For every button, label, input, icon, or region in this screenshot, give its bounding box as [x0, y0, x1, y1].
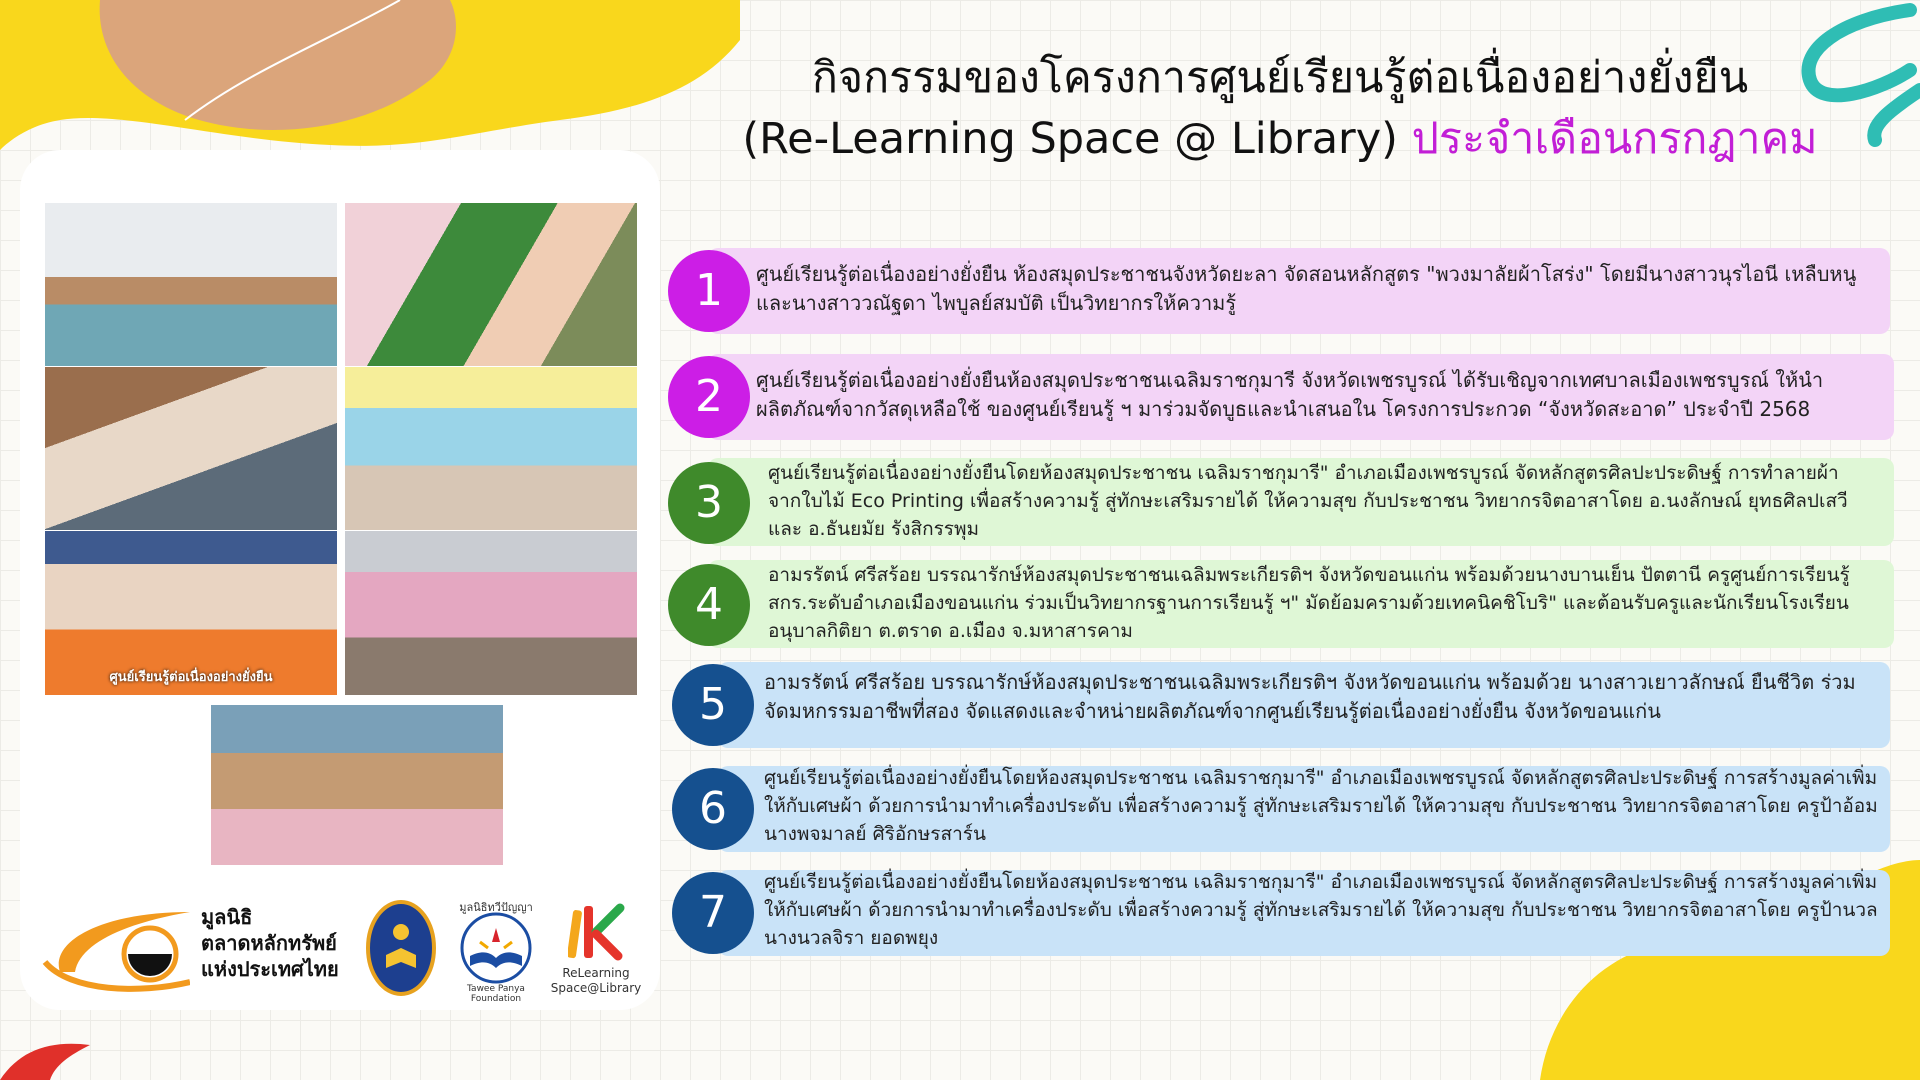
activity-description: ศูนย์เรียนรู้ต่อเนื่องอย่างยั่งยืนโดยห้องสมุดประชาชน เฉลิมราชกุมารี" อำเภอเมืองเพชรบูรณ์ จัดหลักสูตรศิลปะประดิษฐ์ การสร้างมูลค่าเพิ่มให้กับเศษผ้า ด้วยการนำมาทำเครื่องประดับ เพื่อสร้างความรู้ สู่ทักษะเสริมรายได้ ให้ความสุข กับประชาชน วิทยากรจิตอาสาโดย ครูป้าอ้อม นางพจมาลย์ ศิริอักษรสาร์น — [764, 767, 1878, 845]
activity-item-6 — [668, 764, 1890, 854]
activity-number-badge: 7 — [672, 872, 754, 954]
set-name-line-3: แห่งประเทศไทย — [201, 957, 339, 981]
activity-number-badge: 1 — [668, 250, 750, 332]
activity-description: ศูนย์เรียนรู้ต่อเนื่องอย่างยั่งยืน ห้องสมุดประชาชนจังหวัดยะลา จัดสอนหลักสูตร "พวงมาลัยผ้าโสร่ง" โดยมีนางสาวนุรไอนี เหลืบหนูและนางสาววณัฐดา ไพบูลย์สมบัติ เป็นวิทยากรให้ความรู้ — [756, 262, 1857, 315]
relearning-logo — [546, 902, 646, 1002]
activity-item-5 — [668, 660, 1890, 750]
title-line-2 — [640, 108, 1920, 170]
relearning-logo-text — [546, 966, 646, 996]
title-month: ประจำเดือนกรกฎาคม — [1411, 114, 1818, 164]
tawee-logo-top-text: มูลนิธิทวีปัญญา — [459, 901, 533, 914]
activity-photo-3 — [44, 366, 338, 532]
activity-item-4 — [668, 558, 1890, 650]
activity-photo-2 — [344, 202, 638, 368]
activity-description: ศูนย์เรียนรู้ต่อเนื่องอย่างยั่งยืนห้องสมุดประชาชนเฉลิมราชกุมารี จังหวัดเพชรบูรณ์ ได้รับเชิญจากเทศบาลเมืองเพชรบูรณ์ ให้นำผลิตภัณฑ์จากวัสดุเหลือใช้ ของศูนย์เรียนรู้ ฯ มาร่วมจัดบูธและนำเสนอใน โครงการประกวด “จังหวัดสะอาด” ประจำปี 2568 — [756, 368, 1824, 421]
activity-photo-6 — [344, 530, 638, 696]
activity-item-3 — [668, 456, 1890, 548]
relearning-line-2: Space@Library — [550, 981, 642, 995]
activity-item-7 — [668, 868, 1890, 958]
activity-description: อามรรัตน์ ศรีสร้อย บรรณารักษ์ห้องสมุดประชาชนเฉลิมพระเกียรติฯ จังหวัดขอนแก่น พร้อมด้วย นางสาวเยาวลักษณ์ ยืนชีวิต ร่วมจัดมหกรรมอาชีพที่สอง จัดแสดงและจำหน่ายผลิตภัณฑ์จากศูนย์เรียนรู้ต่อเนื่องอย่างยั่งยืน จังหวัดขอนแก่น — [764, 670, 1856, 723]
activity-number-badge: 5 — [672, 664, 754, 746]
activity-number-badge: 6 — [672, 768, 754, 850]
relearning-line-1: ReLearning — [562, 966, 630, 980]
activity-photo-1 — [44, 202, 338, 368]
title-english: (Re-Learning Space @ Library) — [742, 114, 1398, 164]
title-line-1: กิจกรรมของโครงการศูนย์เรียนรู้ต่อเนื่องอย่างยั่งยืน — [811, 53, 1749, 103]
partner-logos — [36, 888, 646, 1008]
library-emblem-logo — [366, 900, 436, 996]
set-foundation-logo — [40, 902, 190, 992]
tawee-book-icon — [460, 912, 532, 984]
activity-description: อามรรัตน์ ศรีสร้อย บรรณารักษ์ห้องสมุดประชาชนเฉลิมพระเกียรติฯ จังหวัดขอนแก่น พร้อมด้วยนางบานเย็น ปัตตานี ครูศูนย์การเรียนรู้ สกร.ระดับอำเภอเมืองขอนแก่น ร่วมเป็นวิทยากรฐานการเรียนรู้ ฯ" มัดย้อมครามด้วยเทคนิคชิโบริ" และต้อนรับครูและนักเรียนโรงเรียนอนุบาลกิติยา ต.ตราด อ.เมือง จ.มหาสารคาม — [768, 564, 1850, 642]
set-name-line-1: มูลนิธิ — [201, 905, 253, 929]
tawee-logo-bottom-text: Tawee Panya Foundation — [467, 984, 525, 1004]
activity-item-2 — [668, 352, 1890, 442]
activity-photo-7 — [210, 704, 504, 866]
set-foundation-name — [201, 904, 339, 982]
decor-blob-bottom-left — [0, 1020, 120, 1080]
activity-item-1 — [668, 246, 1890, 336]
activity-photo-4 — [344, 366, 638, 532]
tawee-panya-logo — [454, 898, 538, 1004]
activity-number-badge: 2 — [668, 356, 750, 438]
activity-description: ศูนย์เรียนรู้ต่อเนื่องอย่างยั่งยืนโดยห้องสมุดประชาชน เฉลิมราชกุมารี" อำเภอเมืองเพชรบูรณ์ จัดหลักสูตรศิลปะประดิษฐ์ การสร้างมูลค่าเพิ่มให้กับเศษผ้า ด้วยการนำมาทำเครื่องประดับ เพื่อสร้างความรู้ สู่ทักษะเสริมรายได้ ให้ความสุข กับประชาชน วิทยากรจิตอาสาโดย ครูป้านวล นางนวลจิรา ยอดพยุง — [764, 871, 1878, 949]
activity-number-badge: 3 — [668, 462, 750, 544]
photo-banner-caption: ศูนย์เรียนรู้ต่อเนื่องอย่างยั่งยืน — [109, 670, 273, 685]
activity-photo-5 — [44, 530, 338, 696]
page-title — [640, 48, 1920, 170]
relearning-mark-icon — [568, 902, 626, 962]
set-name-line-2: ตลาดหลักทรัพย์ — [201, 931, 337, 955]
activity-description: ศูนย์เรียนรู้ต่อเนื่องอย่างยั่งยืนโดยห้องสมุดประชาชน เฉลิมราชกุมารี" อำเภอเมืองเพชรบูรณ์ จัดหลักสูตรศิลปะประดิษฐ์ การทำลายผ้าจากใบไม้ Eco Printing เพื่อสร้างความรู้ สู่ทักษะเสริมรายได้ ให้ความสุข กับประชาชน วิทยากรจิตอาสาโดย อ.นงลักษณ์ ยุทธศิลปเสวี และ อ.ธันยมัย รังสิกรรพุม — [768, 462, 1848, 540]
activity-number-badge: 4 — [668, 564, 750, 646]
